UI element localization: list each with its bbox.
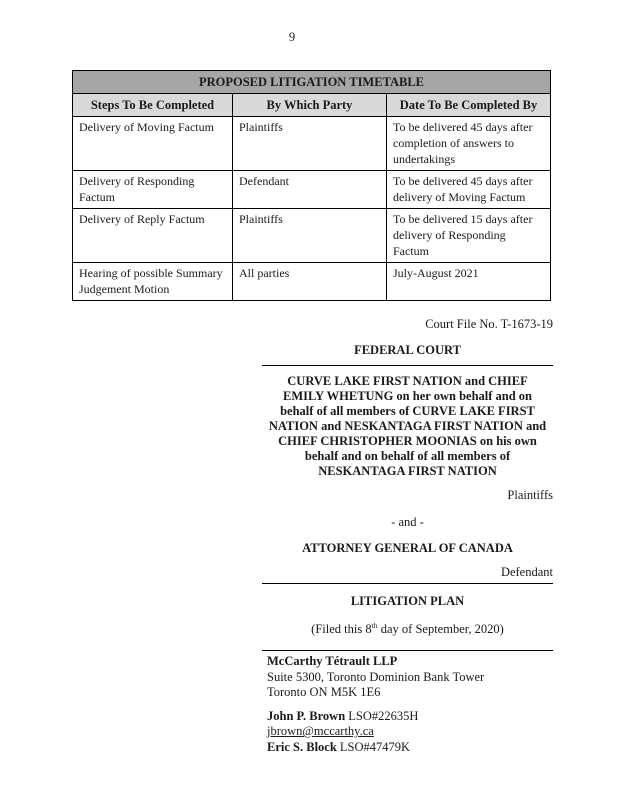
filed-prefix: (Filed this 8 (311, 622, 372, 637)
lawyer-name: John P. Brown (267, 708, 346, 723)
cell-step: Delivery of Reply Factum (73, 209, 233, 263)
defendant-role-label: Defendant (262, 565, 553, 584)
party-line: CHIEF CHRISTOPHER MOONIAS on his own (278, 434, 537, 448)
lawyer-line (267, 740, 553, 756)
table-row (73, 171, 551, 209)
column-header-date: Date To Be Completed By (387, 94, 551, 117)
law-firm-address-block (262, 654, 553, 701)
cell-party: All parties (233, 263, 387, 301)
cell-step: Hearing of possible Summary Judgement Motion (73, 263, 233, 301)
lawyer-lso-number: LSO#22635H (345, 708, 419, 723)
table-row (73, 263, 551, 301)
cell-date: To be delivered 45 days after delivery of Moving Factum (387, 171, 551, 209)
table-header-row (73, 94, 551, 117)
court-file-number: Court File No. T-1673-19 (425, 317, 553, 331)
page-number: 9 (288, 30, 296, 44)
court-name: FEDERAL COURT (262, 343, 553, 366)
litigation-timetable (72, 70, 550, 301)
plaintiffs-style-of-cause (262, 374, 553, 479)
email-link[interactable]: jbrown@mccarthy.ca (267, 724, 374, 739)
table-title-row (73, 71, 551, 94)
cell-party: Plaintiffs (233, 117, 387, 171)
cell-date: To be delivered 15 days after delivery of Responding Factum (387, 209, 551, 263)
cell-date: To be delivered 45 days after completion of answers to undertakings (387, 117, 551, 171)
law-firm-name: McCarthy Tétrault LLP (267, 654, 398, 669)
filed-suffix: day of September, 2020) (377, 622, 504, 637)
horizontal-rule (262, 650, 553, 651)
column-header-party: By Which Party (233, 94, 387, 117)
cell-party: Defendant (233, 171, 387, 209)
defendant-name: ATTORNEY GENERAL OF CANADA (302, 541, 513, 555)
filed-ordinal-suffix: th (371, 621, 378, 630)
counsel-block (262, 709, 553, 756)
lawyer-name: Eric S. Block (267, 739, 337, 754)
party-line: CURVE LAKE FIRST NATION and CHIEF (287, 374, 528, 388)
table-row (73, 209, 551, 263)
court-heading-block (262, 317, 553, 755)
lawyer-lso-number: LSO#47479K (336, 739, 411, 754)
timetable-table (72, 70, 551, 301)
party-line: NATION and NESKANTAGA FIRST NATION and (268, 419, 547, 433)
firm-address-line: Toronto ON M5K 1E6 (267, 685, 381, 700)
cell-date: July-August 2021 (387, 263, 551, 301)
firm-address-line: Suite 5300, Toronto Dominion Bank Tower (267, 669, 485, 684)
cell-step: Delivery of Moving Factum (73, 117, 233, 171)
table-row (73, 117, 551, 171)
cell-step: Delivery of Responding Factum (73, 171, 233, 209)
party-line: behalf of all members of CURVE LAKE FIRST (280, 404, 535, 418)
email-line (267, 724, 553, 740)
table-title: PROPOSED LITIGATION TIMETABLE (73, 71, 551, 94)
column-header-steps: Steps To Be Completed (73, 94, 233, 117)
party-line: behalf and on behalf of all members of (304, 449, 511, 463)
party-line: EMILY WHETUNG on her own behalf and on (282, 389, 533, 403)
filed-date-line (262, 621, 553, 637)
lawyer-line (267, 709, 553, 725)
party-line: NESKANTAGA FIRST NATION (318, 464, 497, 478)
cell-party: Plaintiffs (233, 209, 387, 263)
plaintiffs-role-label: Plaintiffs (507, 488, 553, 502)
and-separator: - and - (391, 515, 424, 529)
document-title: LITIGATION PLAN (350, 594, 465, 608)
